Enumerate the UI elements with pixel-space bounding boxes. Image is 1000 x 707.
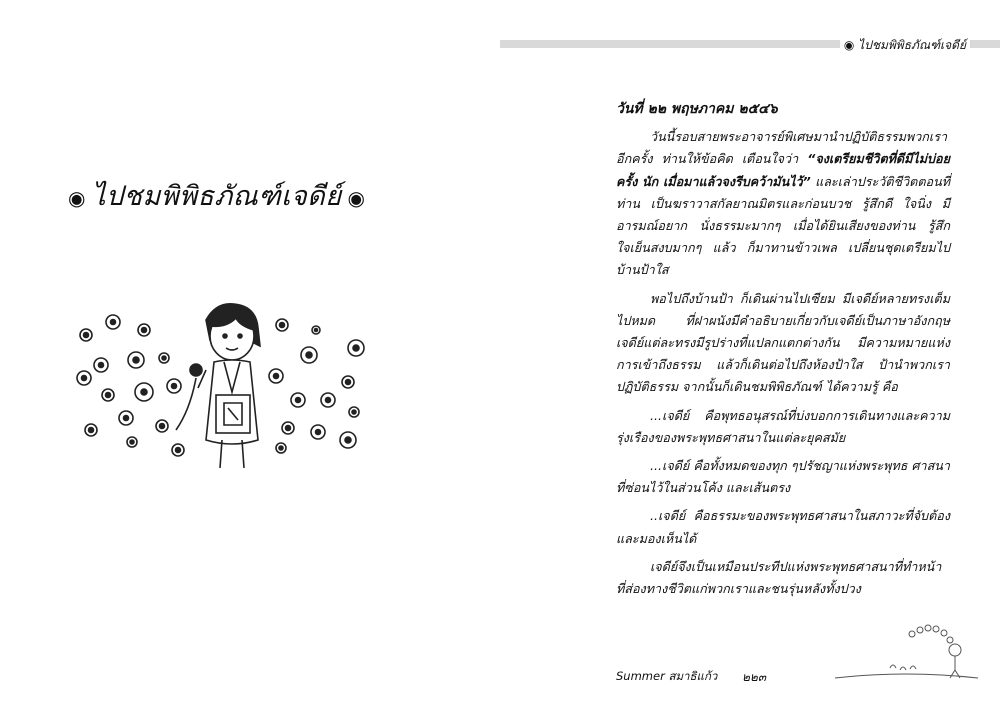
chapter-title-text: ไปชมพิพิธภัณฑ์เจดีย์: [91, 181, 342, 212]
paragraph-2: พอไปถึงบ้านป้า ก็เดินผ่านไปเซียม มีเจดีย์หลายทรงเต็ม ไปหมด ที่ฝาผนังมีคำอธิบายเกี่ยวกับเจดีย์เป็นภาษาอังกฤษ เจดีย์แต่ละทรงมีรูปร่างที่แปลกแตกต่างกัน มีความหมายแห่ง การเข้าถึงธรรม แล้วก็เดินต่อไปถึงห้องป้าใส ป้านำพวกเรา ปฏิบัติธรรม จากนั้นก็เดินชมพิพิธภัณฑ์ ได้ความรู้ คือ: [616, 290, 950, 395]
flower-icon: [291, 393, 305, 407]
paragraph-1: [616, 126, 950, 281]
flower-icon: [159, 353, 169, 363]
flower-icon: [80, 329, 92, 341]
paragraph-1-text-b: และเล่าประวัติชีวิตตอนที่ท่าน เป็นฆราวาสกัลยาณมิตรและก่อนบวช รู้สึกดี ใจนิ่ง มีอารมณ์อยาก นั่งธรรมะมากๆ เมื่อได้ยินเสียงของท่าน รู้สึกใจเย็นสงบมากๆ แล้ว ก็มาทานข้าวเพล เปลี่ยนชุดเตรียมไปบ้านป้าใส: [616, 173, 951, 278]
flower-icon: [312, 326, 320, 334]
flower-icon: [119, 411, 133, 425]
flower-icon: [311, 425, 325, 439]
chapter-title: [62, 174, 452, 217]
flower-icon: [349, 407, 359, 417]
flower-icon: [135, 383, 153, 401]
bullet-left-icon: ◉: [68, 185, 86, 210]
flower-icon: [102, 389, 114, 401]
flower-icon: [348, 340, 364, 356]
flower-icon: [156, 420, 168, 432]
right-page: [500, 0, 1000, 707]
girl-singing-illustration: [66, 300, 376, 480]
paragraph-5: ..เจดีย์ คือธรรมะของพระพุทธศาสนาในสภาวะที่จับต้อง และมองเห็นได้: [616, 508, 950, 546]
flower-icon: [342, 376, 354, 388]
flower-icon: [128, 352, 144, 368]
flower-icon: [301, 347, 317, 363]
flower-icon: [127, 437, 137, 447]
flower-icon: [138, 324, 150, 336]
flower-icon: [167, 379, 181, 393]
flower-icon: [106, 315, 120, 329]
paragraph-3: ...เจดีย์ คือพุทธอนุสรณ์ที่บ่งบอกการเดินทางและความ รุ่งเรืองของพระพุทธศาสนาในแต่ละยุคสมัย: [616, 407, 950, 445]
flower-icon: [282, 422, 294, 434]
footer-book-title: Summer สมาธิแก้ว: [616, 669, 718, 683]
flower-icon: [321, 393, 335, 407]
girl-figure: [176, 304, 260, 468]
page-content: [616, 98, 950, 606]
flower-icon: [85, 424, 97, 436]
paragraph-1-text-a: วันนี้รอบสายพระอาจารย์พิเศษมานำปฏิบัติธรรมพวกเรา อีกครั้ง ท่านให้ข้อคิด เตือนใจว่า: [616, 129, 948, 167]
flower-icon: [77, 371, 91, 385]
flower-icon: [276, 319, 288, 331]
footer-doodle-illustration: [830, 620, 980, 685]
paragraph-6: เจดีย์จึงเป็นเหมือนประทีปแห่งพระพุทธศาสนาที่ทำหน้า ที่ส่องทางชีวิตแก่พวกเราและชนรุ่นหลังทั้งปวง: [616, 558, 942, 597]
entry-date: วันที่ ๒๒ พฤษภาคม ๒๕๔๖: [616, 101, 778, 117]
page-number: ๒๒๓: [742, 670, 767, 684]
flower-icon: [269, 369, 283, 383]
bullet-right-icon: ◉: [347, 185, 366, 210]
paragraph-1-quote: “จงเตรียมชีวิตที่ดีมีไม่บ่อยครั้ง นัก เมื่อมาแล้วจงรีบคว้ามันไว้”: [616, 151, 950, 189]
flower-icon: [276, 443, 286, 453]
running-header: ◉ ไปชมพิพิธภัณฑ์เจดีย์: [840, 36, 970, 55]
flower-icon: [94, 358, 108, 372]
flower-icon: [340, 432, 356, 448]
paragraph-4: ...เจดีย์ คือทั้งหมดของทุก ๆปรัชญาแห่งพระพุทธ ศาสนาที่ซ่อนไว้ในส่วนโค้ง และเส้นตรง: [616, 458, 950, 496]
flower-icon: [172, 444, 184, 456]
